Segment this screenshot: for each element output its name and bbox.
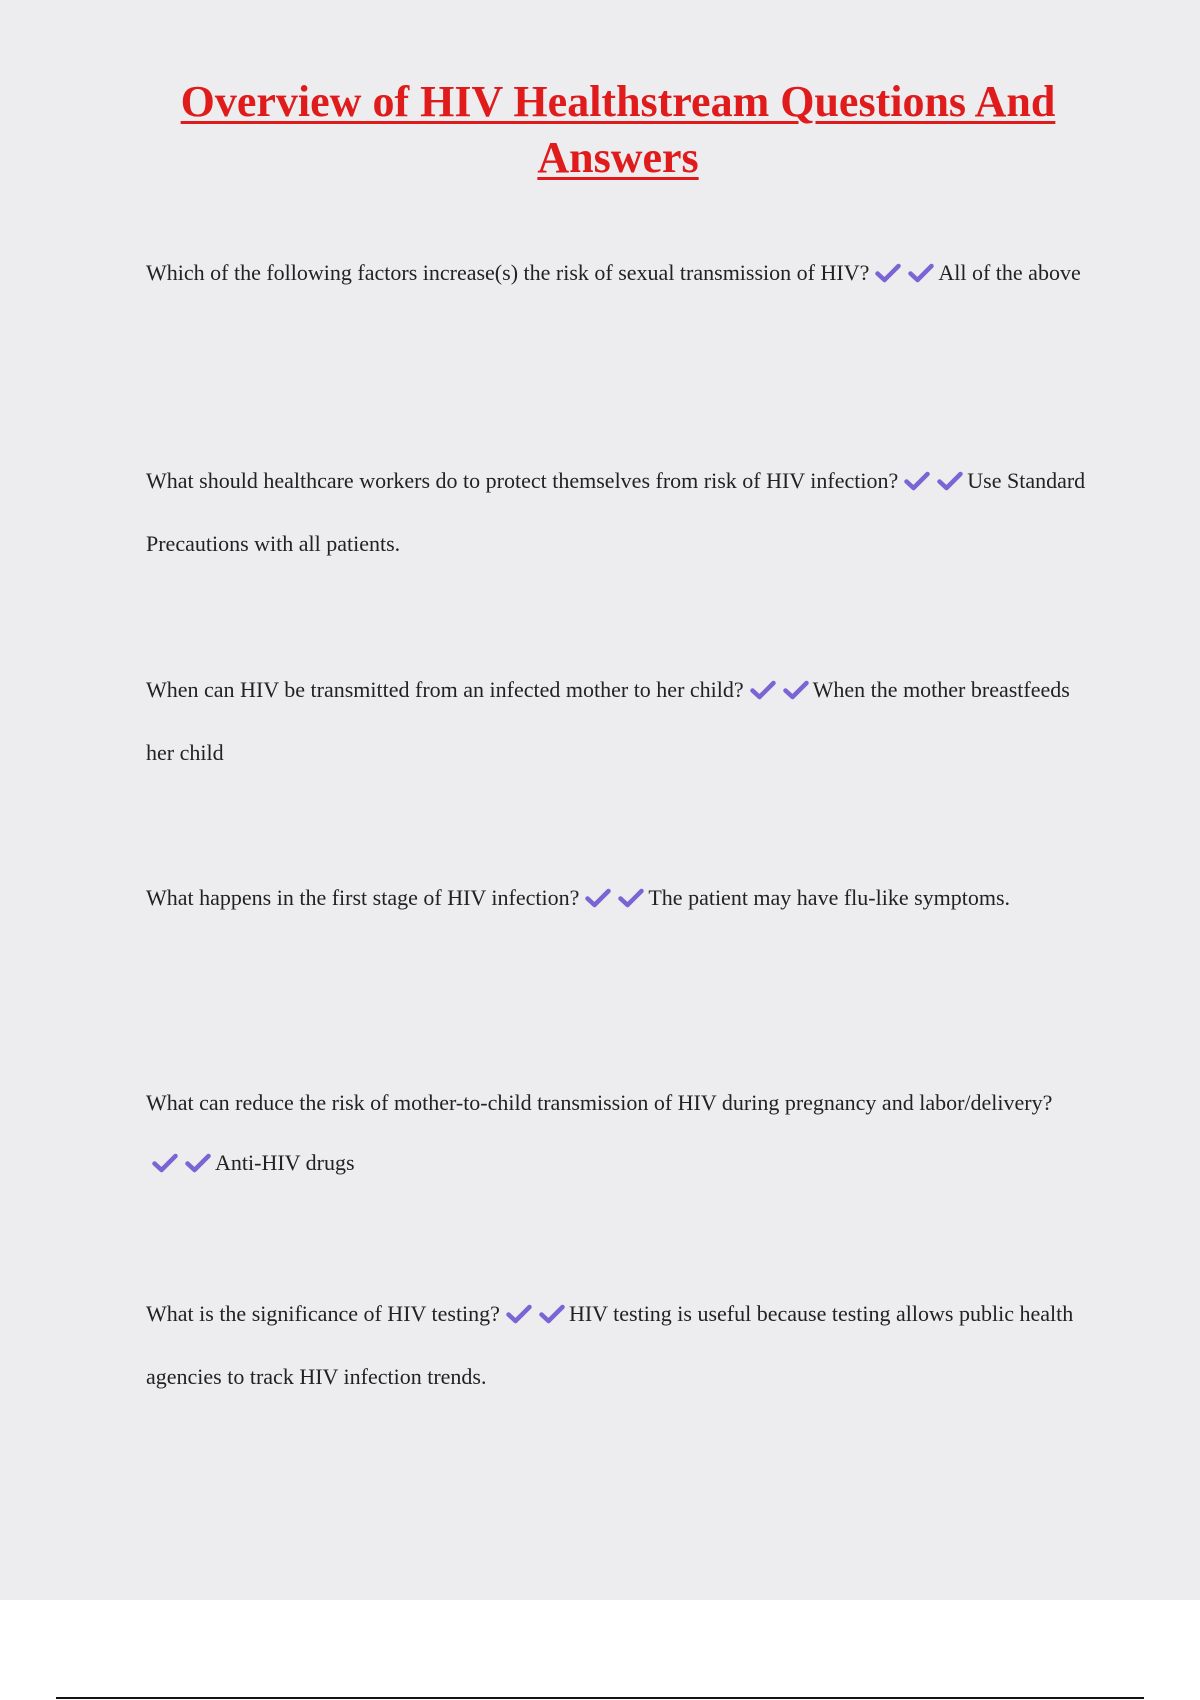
question-text: When can HIV be transmitted from an infected mother to her child? — [146, 677, 744, 702]
answer-checkmarks — [506, 1287, 565, 1347]
qa-item-5 — [146, 1073, 1096, 1196]
answer-text: Use Standard Precautions with all patients. — [146, 468, 1086, 556]
question-text: What happens in the first stage of HIV infection? — [146, 885, 580, 910]
answer-text: The patient may have flu-like symptoms. — [648, 885, 1011, 910]
checkmark-icon — [908, 263, 934, 283]
checkmark-icon — [875, 263, 901, 283]
checkmark-icon — [585, 888, 611, 908]
answer-text: When the mother breastfeeds her child — [146, 677, 1070, 765]
answer-text: HIV testing is useful because testing allows public health agencies to track HIV infection trends. — [146, 1301, 1074, 1389]
qa-item-4 — [146, 868, 1096, 931]
answer-checkmarks — [904, 454, 963, 514]
qa-item-3 — [146, 660, 1096, 783]
question-text: What is the significance of HIV testing? — [146, 1301, 500, 1326]
checkmark-icon — [152, 1153, 178, 1173]
question-text: What should healthcare workers do to protect themselves from risk of HIV infection? — [146, 468, 899, 493]
checkmark-icon — [185, 1153, 211, 1173]
footer-divider — [56, 1697, 1144, 1699]
checkmark-icon — [506, 1304, 532, 1324]
qa-item-1 — [146, 243, 1096, 306]
checkmark-icon — [618, 888, 644, 908]
qa-item-6 — [146, 1284, 1096, 1407]
qa-item-2 — [146, 451, 1096, 574]
checkmark-icon — [783, 680, 809, 700]
question-text: What can reduce the risk of mother-to-child transmission of HIV during pregnancy and labor/delivery? — [146, 1090, 1053, 1115]
answer-text: All of the above — [938, 260, 1081, 285]
answer-checkmarks — [875, 246, 934, 306]
checkmark-icon — [937, 471, 963, 491]
document-title: Overview of HIV Healthstream Questions And Answers — [180, 77, 1056, 182]
question-text: Which of the following factors increase(s) the risk of sexual transmission of HIV? — [146, 260, 870, 285]
answer-checkmarks — [152, 1136, 211, 1196]
answer-text: Anti-HIV drugs — [215, 1150, 355, 1175]
checkmark-icon — [750, 680, 776, 700]
answer-checkmarks — [750, 663, 809, 723]
checkmark-icon — [904, 471, 930, 491]
checkmark-icon — [539, 1304, 565, 1324]
answer-checkmarks — [585, 871, 644, 931]
